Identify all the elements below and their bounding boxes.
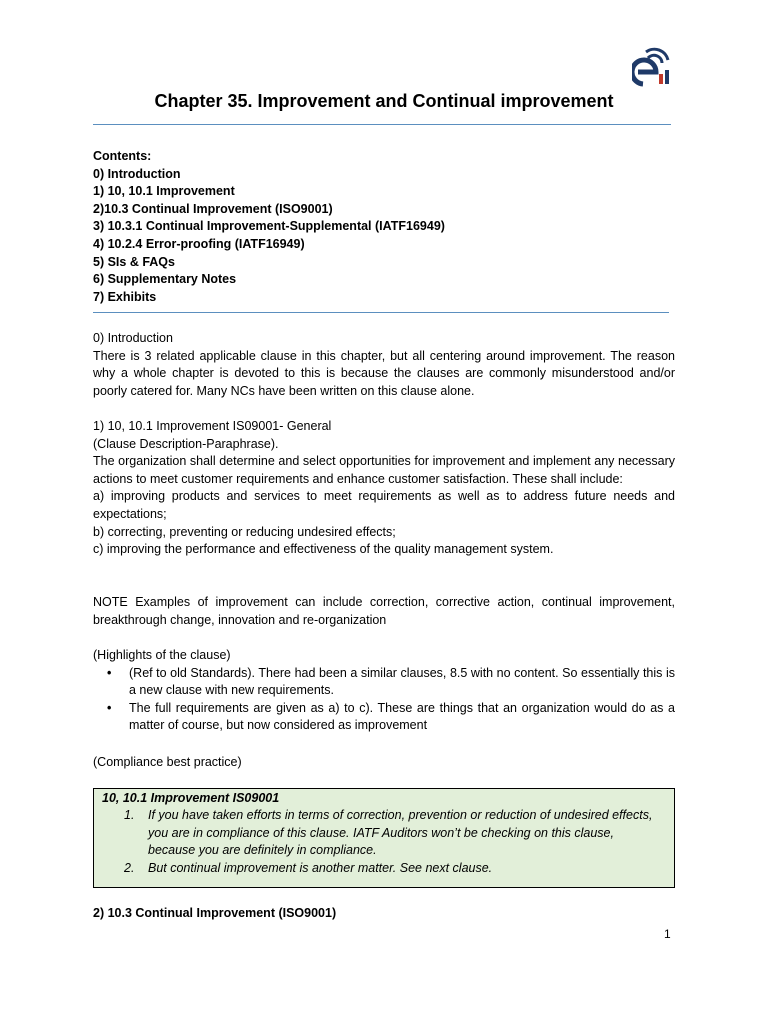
list-item — [107, 700, 675, 735]
page-title: Chapter 35. Improvement and Continual improvement — [154, 91, 614, 111]
section-improvement — [93, 418, 675, 559]
compliance-item-text: But continual improvement is another matter. See next clause. — [148, 860, 493, 875]
compliance-box-title: 10, 10.1 Improvement IS09001 — [102, 791, 280, 805]
bullet-icon: • — [107, 665, 112, 680]
contents-item: 5) SIs & FAQs — [93, 254, 175, 269]
intro-text: There is 3 related applicable clause in this chapter, but all centering around improvement. The reason why a whole chapter is devoted to this is because the clauses are commonly misunderstood and/or poorly catered for. Many NCs have been written on this clause alone. — [93, 348, 675, 398]
page-number: 1 — [664, 927, 671, 941]
contents-item: 6) Supplementary Notes — [93, 272, 237, 287]
section1-heading: 1) 10, 10.1 Improvement IS09001- General — [93, 419, 332, 433]
compliance-heading-block — [93, 754, 675, 772]
intro-heading: 0) Introduction — [93, 331, 173, 345]
title-divider — [93, 124, 671, 125]
contents-item: 0) Introduction — [93, 166, 181, 181]
contents-item: 2)10.3 Continual Improvement (ISO9001) — [93, 201, 333, 216]
clause-item-a: a) improving products and services to meet requirements as well as to address future needs and expectations; — [93, 489, 675, 521]
highlight-text: (Ref to old Standards). There had been a similar clauses, 8.5 with no content. So essentially this is a new clause with new requirements. — [129, 665, 675, 698]
bullet-icon: • — [107, 700, 112, 715]
compliance-box — [93, 788, 675, 888]
highlight-text: The full requirements are given as a) to c). These are things that an organization would do as a matter of course, but now considered as improvement — [129, 700, 675, 733]
highlights-list — [93, 665, 675, 735]
list-item — [107, 665, 675, 700]
note-paragraph — [93, 594, 675, 629]
compliance-item-text: If you have taken efforts in terms of correction, prevention or reduction of undesired effects, you are in compliance of this clause. IATF Auditors won’t be checking on this clause, because you are definitely in compliance. — [148, 808, 653, 858]
section2-heading: 2) 10.3 Continual Improvement (ISO9001) — [93, 906, 337, 920]
section-continual-improvement — [93, 905, 675, 923]
contents-item: 4) 10.2.4 Error-proofing (IATF16949) — [93, 236, 305, 251]
introduction-section — [93, 330, 675, 400]
highlights-section — [93, 647, 675, 735]
highlights-heading: (Highlights of the clause) — [93, 648, 231, 662]
clause-body: The organization shall determine and select opportunities for improvement and implement any necessary actions to meet customer requirements and enhance customer satisfaction. These shall include: — [93, 454, 675, 486]
contents-item: 3) 10.3.1 Continual Improvement-Supplemental (IATF16949) — [93, 219, 445, 234]
list-item — [94, 860, 654, 878]
clause-item-b: b) correcting, preventing or reducing undesired effects; — [93, 524, 396, 539]
list-item — [94, 807, 654, 860]
e-signal-logo-icon — [632, 44, 674, 88]
contents-block — [93, 148, 675, 306]
clause-item-c: c) improving the performance and effectiveness of the quality management system. — [93, 542, 554, 557]
contents-heading: Contents: — [93, 149, 152, 163]
contents-item: 1) 10, 10.1 Improvement — [93, 184, 235, 199]
clause-description-label: (Clause Description-Paraphrase). — [93, 436, 279, 451]
contents-divider — [93, 312, 669, 313]
compliance-list — [94, 807, 654, 877]
contents-item: 7) Exhibits — [93, 289, 157, 304]
list-number: 2. — [124, 860, 135, 875]
compliance-heading: (Compliance best practice) — [93, 755, 242, 769]
list-number: 1. — [124, 808, 135, 822]
clause-note: NOTE Examples of improvement can include correction, corrective action, continual improvement, breakthrough change, innovation and re-organization — [93, 595, 675, 627]
